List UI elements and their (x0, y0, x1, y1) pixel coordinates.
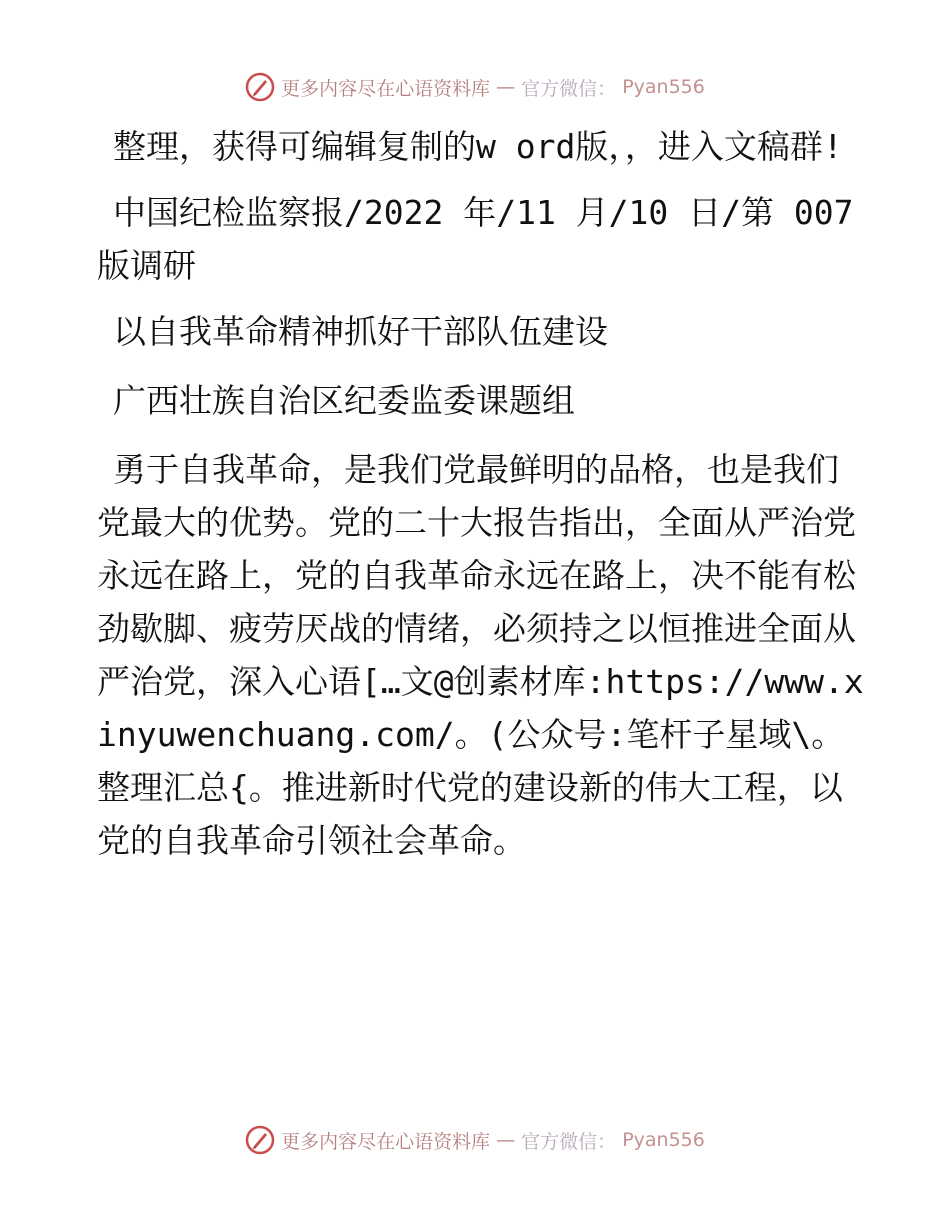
paragraph-body: 勇于自我革命，是我们党最鲜明的品格，也是我们党最大的优势。党的二十大报告指出，全面从严治党永远在路上，党的自我革命永远在路上，决不能有松劲歇脚、疲劳厌战的情绪，必须持之以恒推进全面从严治党，深入心语[…文@创素材库:https://www.xinyuwenchuang.com/。(公众号:笔杆子星域\。整理汇总{。推进新时代党的建设新的伟大工程，以党的自我革命引领社会革命。 (97, 450, 864, 860)
watermark-separator: — (496, 1129, 516, 1151)
quill-pen-logo-icon (245, 72, 275, 102)
watermark-account: Pyan556 (622, 1129, 705, 1151)
quill-pen-logo-icon (245, 1125, 275, 1155)
article-title: 以自我革命精神抓好干部队伍建设 (113, 312, 608, 351)
watermark-account: Pyan556 (622, 76, 705, 98)
watermark-wechat-label: 官方微信： (521, 77, 617, 100)
watermark-header (0, 72, 950, 102)
watermark-brand: 更多内容尽在心语资料库 (281, 77, 491, 100)
paragraph-source: 中国纪检监察报/2022 年/11 月/10 日/第 007版调研 (97, 193, 854, 285)
document-body (97, 120, 867, 880)
watermark-wechat-label: 官方微信： (521, 1130, 617, 1153)
paragraph-intro: 整理，获得可编辑复制的w ord版，，进入文稿群! (113, 127, 843, 166)
article-author: 广西壮族自治区纪委监委课题组 (113, 381, 575, 420)
watermark-footer (0, 1125, 950, 1155)
watermark-brand: 更多内容尽在心语资料库 (281, 1130, 491, 1153)
watermark-separator: — (496, 76, 516, 98)
